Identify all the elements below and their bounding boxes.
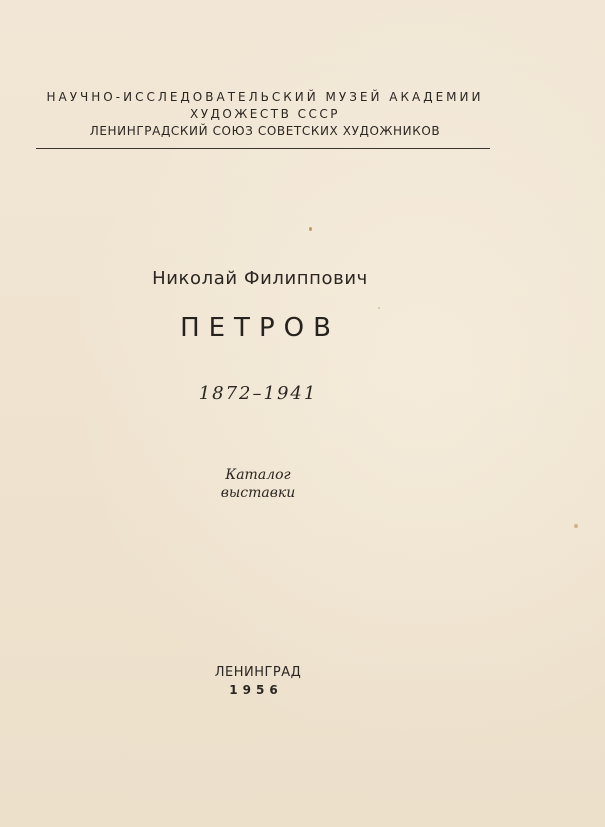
paper-speck <box>574 524 578 528</box>
imprint-city: ЛЕНИНГРАД <box>214 665 302 680</box>
catalog-subtitle <box>0 466 516 502</box>
life-years: 1872–1941 <box>198 383 318 404</box>
publisher-line-1: НАУЧНО-ИССЛЕДОВАТЕЛЬСКИЙ МУЗЕЙ АКАДЕМИИ <box>46 90 484 104</box>
publisher-line-3: ЛЕНИНГРАДСКИЙ СОЮЗ СОВЕТСКИХ ХУДОЖНИКОВ <box>89 124 441 138</box>
catalog-subtitle-line-1: Каталог <box>225 467 291 483</box>
paper-speck <box>378 307 380 309</box>
catalog-subtitle-line-2: выставки <box>220 485 296 501</box>
author-surname: ПЕТРОВ <box>180 313 340 343</box>
publisher-line-2: ХУДОЖЕСТВ СССР <box>190 107 340 121</box>
author-first-name: Николай Филиппович <box>152 268 368 289</box>
publisher-header <box>0 88 530 140</box>
paper-speck <box>309 227 312 231</box>
imprint-year: 1956 <box>229 683 283 697</box>
header-divider <box>36 148 490 149</box>
